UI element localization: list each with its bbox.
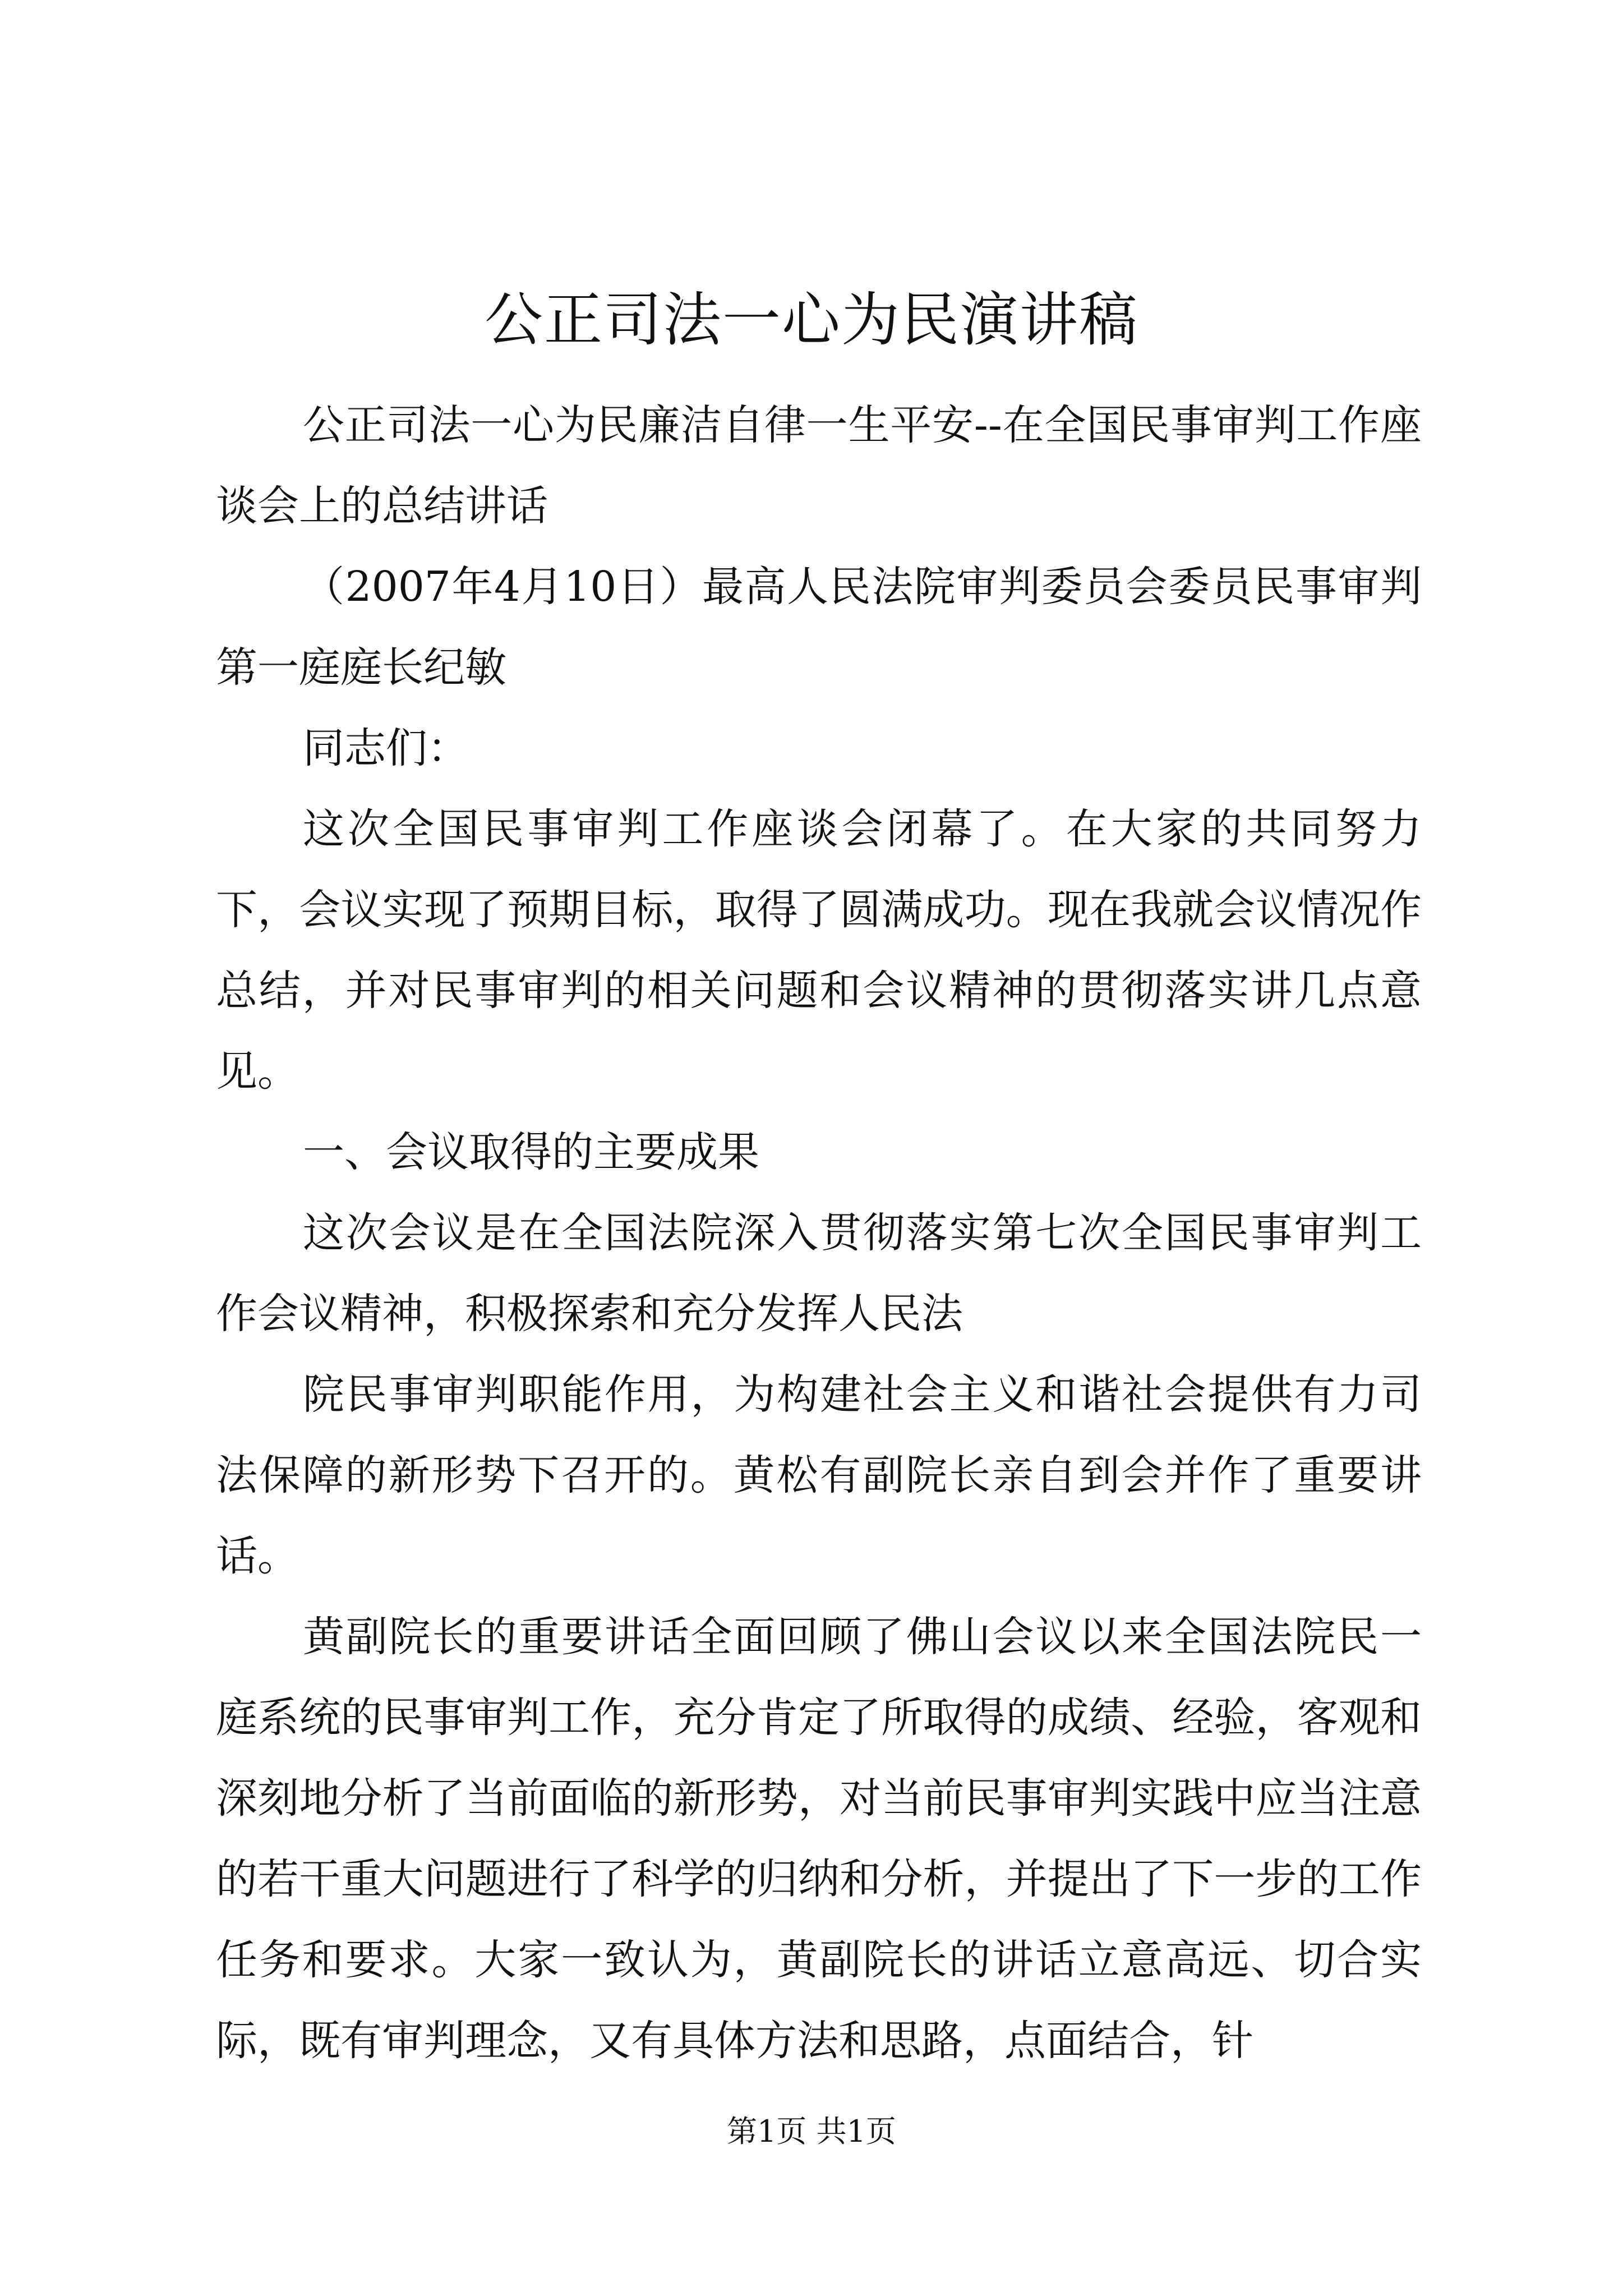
paragraph-body-2: 院民事审判职能作用，为构建社会主义和谐社会提供有力司法保障的新形势下召开的。黄松有副院长亲自到会并作了重要讲话。	[216, 1370, 1422, 1580]
section-heading-1: 一、会议取得的主要成果	[303, 1128, 759, 1176]
paragraph-intro: 这次全国民事审判工作座谈会闭幕了。在大家的共同努力下，会议实现了预期目标，取得了圆满成功。现在我就会议情况作总结，并对民事审判的相关问题和会议精神的贯彻落实讲几点意见。	[216, 805, 1422, 1096]
paragraph-body-1: 这次会议是在全国法院深入贯彻落实第七次全国民事审判工作会议精神，积极探索和充分发挥人民法	[216, 1209, 1422, 1338]
document-body	[216, 385, 1422, 2081]
document-title: 公正司法一心为民演讲稿	[484, 286, 1138, 354]
paragraph-date-speaker: （2007年4月10日）最高人民法院审判委员会委员民事审判第一庭庭长纪敏	[216, 563, 1422, 692]
paragraph-subtitle: 公正司法一心为民廉洁自律一生平安--在全国民事审判工作座谈会上的总结讲话	[216, 401, 1422, 530]
paragraph-salutation: 同志们：	[303, 724, 469, 772]
page-footer: 第1页 共1页	[727, 2114, 896, 2149]
paragraph-body-3: 黄副院长的重要讲话全面回顾了佛山会议以来全国法院民一庭系统的民事审判工作，充分肯定了所取得的成绩、经验，客观和深刻地分析了当前面临的新形势，对当前民事审判实践中应当注意的若干重大问题进行了科学的归纳和分析，并提出了下一步的工作任务和要求。大家一致认为，黄副院长的讲话立意高远、切合实际，既有审判理念，又有具体方法和思路，点面结合，针	[216, 1613, 1422, 2065]
